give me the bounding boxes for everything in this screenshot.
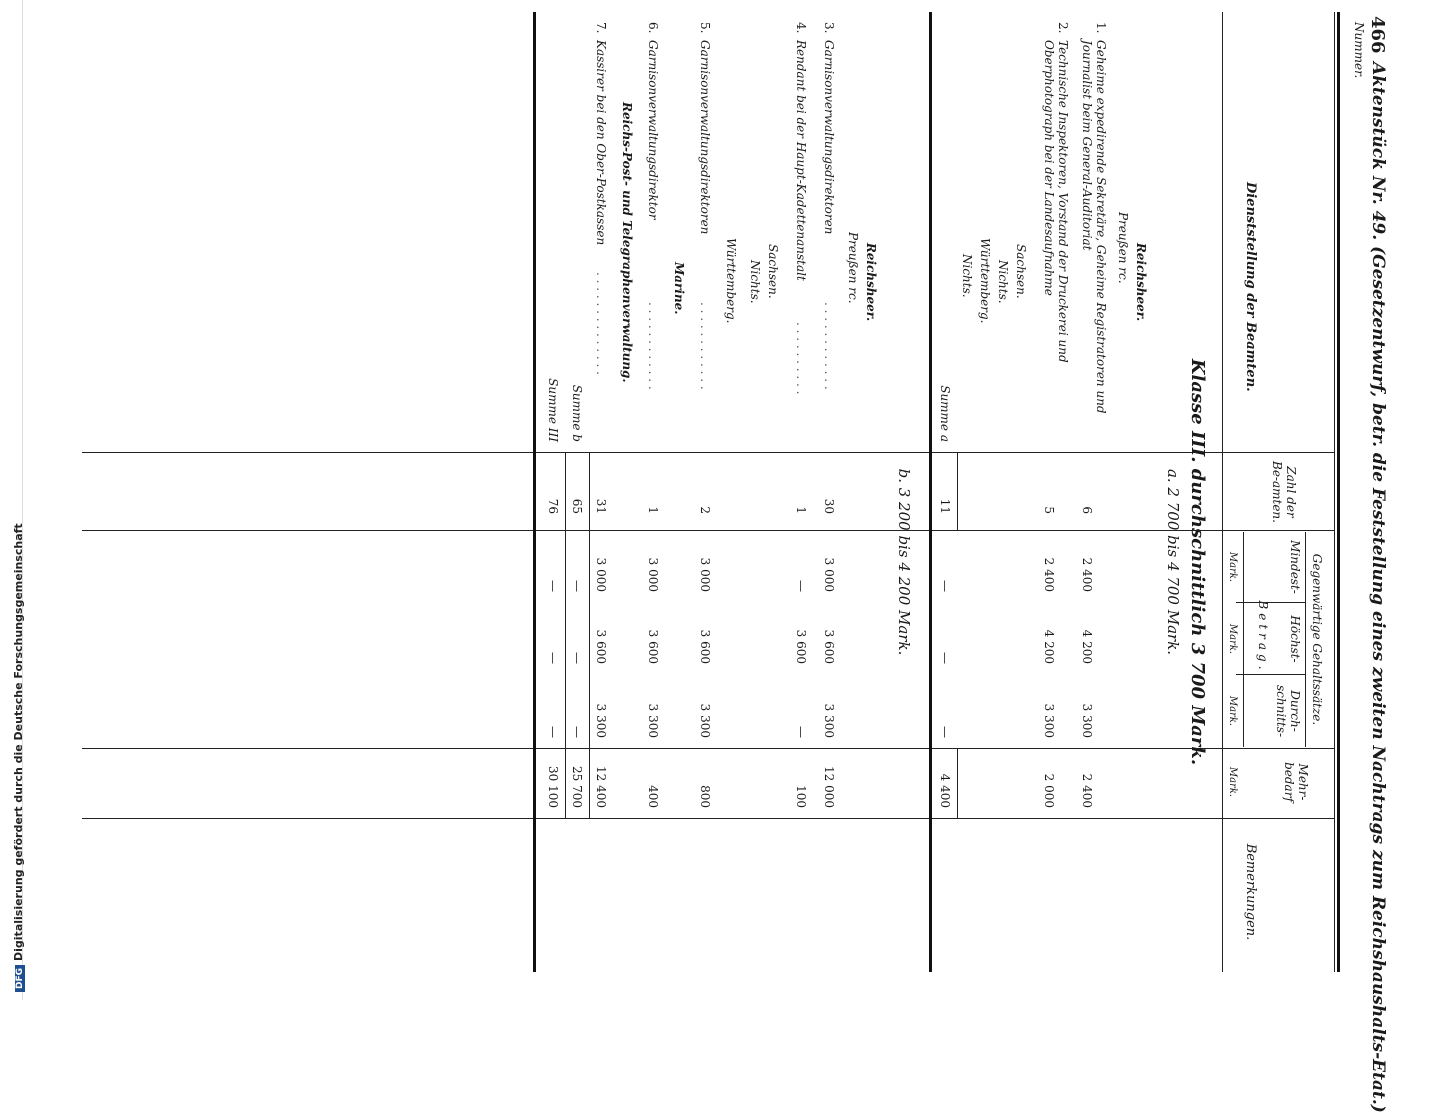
row-7-number: 7. xyxy=(594,22,608,34)
row-4-label: Rendant bei der Haupt-Kadettenanstalt xyxy=(794,40,808,281)
sum-b-mehr: 25 700 xyxy=(570,766,584,808)
document-page xyxy=(82,12,1398,1113)
funding-note xyxy=(12,523,25,992)
row-6-mehr: 400 xyxy=(646,785,660,808)
section-b-title: b. 3 200 bis 4 200 Mark. xyxy=(895,468,913,656)
row-2-max: 4 200 xyxy=(1042,629,1056,664)
column-header-gegenwaertig: Gegenwärtige Gehaltssätze. xyxy=(1310,553,1324,726)
row-2-label: Technische Inspektoren, Vorstand der Druckerei und Oberphotograph bei der Landesaufnahme xyxy=(1042,40,1070,363)
section-a-sachsen: Sachsen. xyxy=(1014,244,1028,299)
column-rule-hoechst-head xyxy=(1236,602,1306,603)
sum-a-mehr: 4 400 xyxy=(938,773,952,808)
row-5-number: 5. xyxy=(698,22,712,34)
row-4-min: — xyxy=(794,580,808,592)
row-6-min: 3 000 xyxy=(646,557,660,592)
section-b-preussen: Preußen rc. xyxy=(846,232,860,304)
row-2-min: 2 400 xyxy=(1042,557,1056,592)
row-6-leader: . . . . . . . . . . . . xyxy=(646,302,660,390)
row-3-label: Garnisonverwaltungsdirektoren xyxy=(822,40,836,235)
column-header-mindest: Mindest- xyxy=(1288,540,1302,594)
header-rule-top xyxy=(1337,12,1340,972)
row-1-max: 4 200 xyxy=(1080,629,1094,664)
section-a-sachsen-nil: Nichts. xyxy=(996,260,1010,304)
column-header-mark-1: Mark. xyxy=(1227,551,1238,583)
page-title: Aktenstück Nr. 49. (Gesetzentwurf, betr. die Feststellung eines zweiten Nachtrags zum Reichshaushalts-Etat.) xyxy=(1368,62,1388,1113)
row-6-max: 3 600 xyxy=(646,629,660,664)
column-header-dienststellung: Dienststellung der Beamten. xyxy=(1243,182,1258,392)
class-title: Klasse III. durchschnittlich 3 700 Mark. xyxy=(1187,358,1208,766)
column-rule-mehrbedarf xyxy=(82,748,1335,749)
row-2-number: 2. xyxy=(1056,22,1070,34)
row-1-avg: 3 300 xyxy=(1080,703,1094,738)
column-header-zahl: Zahl der Be-amten. xyxy=(1270,461,1298,523)
row-1-zahl: 6 xyxy=(1080,506,1094,514)
row-4-number: 4. xyxy=(794,22,808,34)
row-3-mehr: 12 000 xyxy=(822,766,836,808)
column-rule-bemerkungen xyxy=(82,818,1335,819)
column-header-mark-2: Mark. xyxy=(1227,623,1238,655)
sum-iii-rule xyxy=(565,452,566,818)
row-7-avg: 3 300 xyxy=(594,703,608,738)
row-1-mehr: 2 400 xyxy=(1080,773,1094,808)
sum-b-rule xyxy=(589,452,590,818)
column-header-durchschnitt: Durch-schnitts- xyxy=(1274,684,1302,738)
section-b-heading: Reichsheer. xyxy=(864,242,878,322)
row-4-max: 3 600 xyxy=(794,629,808,664)
section-a-wuerttemberg: Württemberg. xyxy=(978,238,992,324)
sum-a-rule-mehr xyxy=(957,748,958,818)
row-5-max: 3 600 xyxy=(698,629,712,664)
row-7-max: 3 600 xyxy=(594,629,608,664)
row-6-zahl: 1 xyxy=(646,506,660,514)
row-5-mehr: 800 xyxy=(698,785,712,808)
row-1-number: 1. xyxy=(1094,22,1108,34)
row-4-avg: — xyxy=(794,726,808,738)
sum-a-min: — xyxy=(938,580,952,592)
row-4-zahl: 1 xyxy=(794,506,808,514)
sum-iii-zahl: 76 xyxy=(546,498,560,514)
column-header-mark-3: Mark. xyxy=(1227,695,1238,727)
section-a-heading: Reichsheer. xyxy=(1134,242,1148,322)
row-3-leader: . . . . . . . . . . . . xyxy=(822,302,836,390)
row-7-mehr: 12 400 xyxy=(594,766,608,808)
row-3-min: 3 000 xyxy=(822,557,836,592)
sum-b-avg: — xyxy=(570,726,584,738)
sum-b-label: Summe b xyxy=(570,384,584,442)
row-5-label: Garnisonverwaltungsdirektoren xyxy=(698,40,712,235)
row-6-number: 6. xyxy=(646,22,660,34)
row-4-mehr: 100 xyxy=(794,785,808,808)
sum-iii-avg: — xyxy=(546,726,560,738)
section-a-title: a. 2 700 bis 4 700 Mark. xyxy=(1164,468,1182,656)
column-header-mehrbedarf: Mehr-bedarf xyxy=(1282,762,1310,802)
section-a-wuerttemberg-nil: Nichts. xyxy=(960,254,974,298)
section-b-sachsen-nil: Nichts. xyxy=(748,260,762,304)
row-2-avg: 3 300 xyxy=(1042,703,1056,738)
funding-note-text: Digitalisierung gefördert durch die Deutsche Forschungsgemeinschaft xyxy=(12,523,25,961)
header-subrule-2 xyxy=(1243,532,1244,747)
column-header-nummer: Nummer. xyxy=(1352,22,1366,79)
row-2-mehr: 2 000 xyxy=(1042,773,1056,808)
row-7-leader: . . . . . . . . . . . . . . xyxy=(594,272,608,375)
section-b-marine: Marine. xyxy=(672,262,686,315)
section-b-wuerttemberg: Württemberg. xyxy=(724,238,738,324)
sum-iii-label: Summe III xyxy=(546,378,560,442)
column-rule-durchschnitt-head xyxy=(1236,674,1306,675)
row-2-zahl: 5 xyxy=(1042,506,1056,514)
header-subrule-1 xyxy=(1305,532,1306,747)
row-7-min: 3 000 xyxy=(594,557,608,592)
sum-b-zahl: 65 xyxy=(570,498,584,514)
page-number: 466 xyxy=(1367,16,1388,54)
row-5-min: 3 000 xyxy=(698,557,712,592)
sum-a-avg: — xyxy=(938,726,952,738)
funding-sidebar xyxy=(0,0,23,1000)
sum-iii-min: — xyxy=(546,580,560,592)
sum-iii-max: — xyxy=(546,652,560,664)
row-5-leader: . . . . . . . . . . . . xyxy=(698,302,712,390)
column-header-betrag: Betrag. xyxy=(1256,600,1270,674)
row-7-label: Kassirer bei den Ober-Postkassen xyxy=(594,40,608,246)
sum-a-label: Summe a xyxy=(938,385,952,442)
section-b-post: Reichs-Post- und Telegraphenverwaltung. xyxy=(620,102,634,383)
sum-b-min: — xyxy=(570,580,584,592)
column-rule-zahl xyxy=(82,452,1335,453)
sum-a-zahl: 11 xyxy=(938,498,952,514)
row-4-leader: . . . . . . . . . . xyxy=(794,322,808,395)
row-3-max: 3 600 xyxy=(822,629,836,664)
section-a-end-rule xyxy=(929,12,932,972)
row-5-avg: 3 300 xyxy=(698,703,712,738)
column-header-hoechst: Höchst- xyxy=(1288,615,1302,663)
sum-a-max: — xyxy=(938,652,952,664)
header-rule-bottom xyxy=(1222,12,1223,972)
row-6-label: Garnisonverwaltungsdirektor xyxy=(646,40,660,220)
column-header-bemerkungen: Bemerkungen. xyxy=(1243,843,1258,941)
row-7-zahl: 31 xyxy=(594,498,608,514)
row-5-zahl: 2 xyxy=(698,506,712,514)
row-1-min: 2 400 xyxy=(1080,557,1094,592)
column-rule-mindest xyxy=(82,530,1335,531)
row-3-zahl: 30 xyxy=(822,498,836,514)
section-b-sachsen: Sachsen. xyxy=(766,244,780,299)
row-1-label: Geheime expedirende Sekretäre, Geheime Registratoren und Journalist beim General-Auditoriat xyxy=(1080,40,1108,414)
column-header-mark-4: Mark. xyxy=(1227,766,1238,798)
section-a-preussen: Preußen rc. xyxy=(1116,212,1130,284)
row-6-avg: 3 300 xyxy=(646,703,660,738)
row-3-number: 3. xyxy=(822,22,836,34)
header-rule-top-thin xyxy=(1334,12,1335,972)
section-b-end-rule xyxy=(533,12,536,972)
sum-a-rule-zahl xyxy=(957,452,958,530)
dfg-logo-icon: DFG xyxy=(15,965,25,992)
sum-iii-mehr: 30 100 xyxy=(546,766,560,808)
sum-b-max: — xyxy=(570,652,584,664)
row-3-avg: 3 300 xyxy=(822,703,836,738)
